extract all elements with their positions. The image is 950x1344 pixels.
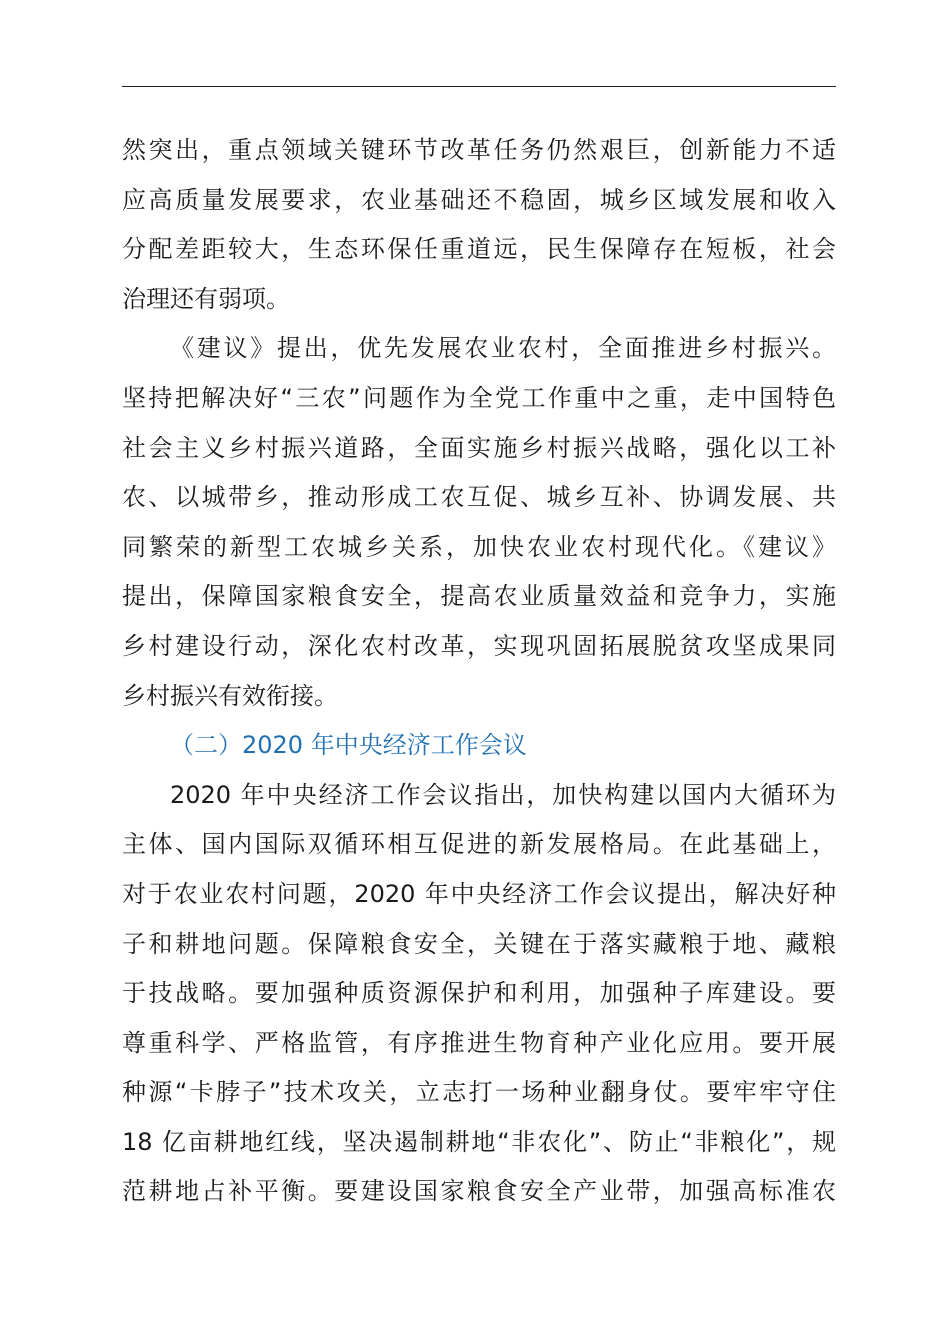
- paragraph-line: 提出，保障国家粮食安全，提高农业质量效益和竞争力，实施: [122, 582, 836, 611]
- paragraph-line: 范耕地占补平衡。要建设国家粮食安全产业带，加强高标准农: [122, 1177, 836, 1206]
- paragraph-line: 乡村建设行动，深化农村改革，实现巩固拓展脱贫攻坚成果同: [122, 631, 836, 660]
- paragraph-line: 坚持把解决好“三农”问题作为全党工作重中之重，走中国特色: [122, 383, 836, 412]
- paragraph-line: 农、以城带乡，推动形成工农互促、城乡互补、协调发展、共: [122, 483, 836, 512]
- header-rule: [122, 86, 836, 87]
- paragraph-line: 主体、国内国际双循环相互促进的新发展格局。在此基础上，: [122, 830, 836, 859]
- paragraph-line: 治理还有弱项。: [122, 284, 290, 313]
- paragraph-line: 乡村振兴有效衔接。: [122, 681, 338, 710]
- paragraph-line: 《建议》提出，优先发展农业农村，全面推进乡村振兴。: [170, 334, 836, 363]
- document-body: [122, 126, 836, 1217]
- paragraph-line: 种源“卡脖子”技术攻关，立志打一场种业翻身仗。要牢牢守住: [122, 1078, 836, 1107]
- paragraph-line: 分配差距较大，生态环保任重道远，民生保障存在短板，社会: [122, 235, 836, 264]
- section-heading: [122, 721, 836, 771]
- paragraph-line: 子和耕地问题。保障粮食安全，关键在于落实藏粮于地、藏粮: [122, 929, 836, 958]
- paragraph-line: 社会主义乡村振兴道路，全面实施乡村振兴战略，强化以工补: [122, 433, 836, 462]
- paragraph-line: 对于农业农村问题，2020 年中央经济工作会议提出，解决好种: [122, 879, 836, 908]
- heading-line: （二）2020 年中央经济工作会议: [170, 731, 527, 760]
- paragraph-line: 应高质量发展要求，农业基础还不稳固，城乡区域发展和收入: [122, 185, 836, 214]
- paragraph-line: 18 亿亩耕地红线，坚决遏制耕地“非农化”、防止“非粮化”，规: [122, 1127, 836, 1156]
- paragraph-line: 2020 年中央经济工作会议指出，加快构建以国内大循环为: [170, 780, 836, 809]
- paragraph-line: 于技战略。要加强种质资源保护和利用，加强种子库建设。要: [122, 979, 836, 1008]
- paragraph-line: 同繁荣的新型工农城乡关系，加快农业农村现代化。《建议》: [122, 532, 836, 561]
- paragraph: [122, 126, 836, 324]
- paragraph-line: 尊重科学、严格监管，有序推进生物育种产业化应用。要开展: [122, 1028, 836, 1057]
- paragraph-line: 然突出，重点领域关键环节改革任务仍然艰巨，创新能力不适: [122, 136, 836, 164]
- paragraph: [122, 324, 836, 721]
- paragraph: [122, 771, 836, 1217]
